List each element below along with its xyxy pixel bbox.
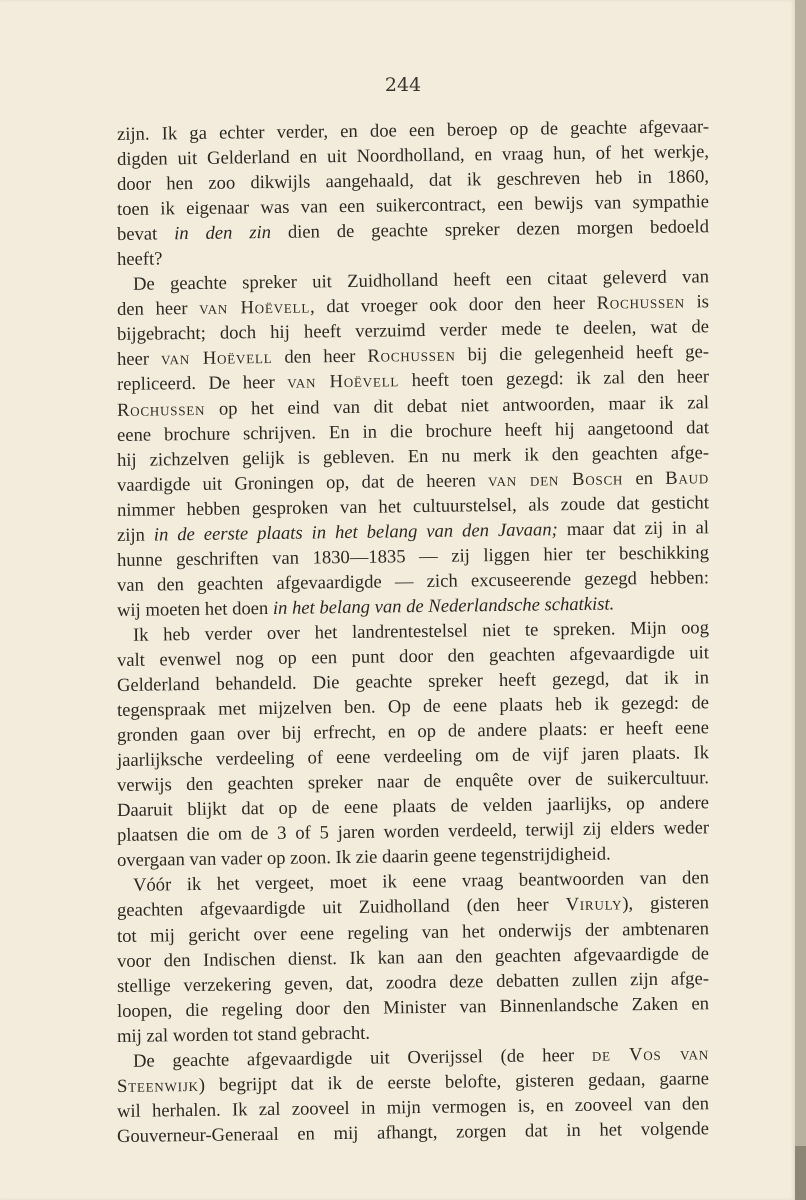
text-line: overgaan van vader op zoon. Ik zie daarin geene tegenstrijdigheid.: [116, 843, 611, 872]
text-line: loopen, die regeling door den Minister van Binnenlandsche Zaken en: [116, 992, 710, 1022]
paragraph-start-line: De geachte afgevaardigde uit Overijssel (de heer de Vos van: [132, 1042, 710, 1072]
text-line: wil herhalen. Ik zal zooveel in mijn vermogen is, en zooveel van den: [116, 1093, 710, 1122]
text-line: gronden gaan over bij erfrecht, en op de andere plaats: er heeft eene: [116, 717, 710, 747]
text-line: Steenwijk) begrijpt dat ik de eerste belofte, gisteren gedaan, gaarne: [116, 1068, 710, 1097]
body-text: [116, 116, 710, 1149]
text-line: heeft?: [116, 248, 163, 271]
text-line: tot mij gericht over eene regeling van het onderwijs der ambtenaren: [116, 917, 710, 947]
text-line: van den geachten afgevaardigde — zich excuseerende gezegd hebben:: [116, 567, 710, 596]
page-number: 244: [384, 74, 422, 96]
text-line: wij moeten het doen in het belang van de Nederlandsche schatkist.: [116, 593, 615, 621]
text-line: nimmer hebben gesproken van het cultuurstelsel, als zoude dat gesticht: [116, 491, 710, 521]
text-line: mij zal worden tot stand gebracht.: [116, 1022, 371, 1047]
person-name: Rochussen: [596, 291, 686, 315]
text-line: bevat in den zin dien de geachte spreker dezen morgen bedoeld: [116, 216, 710, 246]
text-line: den heer van Hoëvell, dat vroeger ook door den heer Rochussen is: [116, 291, 710, 321]
text-line: repliceerd. De heer van Hoëvell heeft toen gezegd: ik zal den heer: [116, 366, 710, 396]
text-line: heer van Hoëvell den heer Rochussen bij die gelegenheid heeft ge-: [116, 341, 710, 371]
text-line: verwijs den geachten spreker naar de enquête over de suikercultuur.: [116, 767, 710, 797]
text-line: toen ik eigenaar was van een suikercontract, een bewijs van sympathie: [116, 191, 710, 221]
text-line: voor den Indischen dienst. Ik kan aan den geachten afgevaardigde de: [116, 942, 710, 972]
text-line: Gouverneur-Generaal en mij afhangt, zorgen dat in het volgende: [116, 1118, 710, 1147]
text-line: valt evenwel nog op een punt door den geachten afgevaardigde uit: [116, 642, 710, 671]
text-line: hij zichzelven gelijk is gebleven. En nu merk ik den geachten afge-: [116, 441, 710, 471]
paragraph-start-line: De geachte spreker uit Zuidholland heeft een citaat geleverd van: [132, 266, 710, 296]
text-line: plaatsen die om de 3 of 5 jaren worden verdeeld, terwijl zij elders weder: [116, 817, 710, 847]
paragraph-start-line: Ik heb verder over het landrentestelsel niet te spreken. Mijn oog: [132, 617, 710, 646]
text-line: tegenspraak met mijzelven ben. Op de eene plaats heb ik gezegd: de: [116, 692, 710, 722]
text-line: zijn in de eerste plaats in het belang van den Javaan; maar dat zij in al: [116, 517, 710, 546]
text-line: stellige verzekering geven, dat, zoodra deze debatten zullen zijn afge-: [116, 967, 710, 997]
text-line: eene brochure schrijven. En in die brochure heeft hij aangetoond dat: [116, 416, 710, 446]
person-name: Viruly: [565, 893, 623, 916]
paragraph-start-line: Vóór ik het vergeet, moet ik eene vraag beantwoorden van den: [132, 867, 710, 897]
person-name: Baud: [665, 466, 710, 489]
text-line: digden uit Gelderland en uit Noordholland, en vraag hun, of het werkje,: [116, 141, 710, 171]
text-line: vaardigde uit Groningen op, dat de heeren van den Bosch en Baud: [116, 466, 710, 496]
page-fold: [795, 1146, 806, 1200]
person-name: de Vos van: [591, 1042, 710, 1066]
text-line: Gelderland behandeld. Die geachte spreker heeft gezegd, dat ik in: [116, 667, 710, 697]
text-line: bijgebracht; doch hij heeft verzuimd verder mede te deelen, wat de: [116, 316, 710, 346]
text-line: geachten afgevaardigde uit Zuidholland (den heer Viruly), gisteren: [116, 892, 710, 922]
text-line: hunne geschriften van 1830—1835 — zij liggen hier ter beschikking: [116, 542, 710, 571]
person-name: Rochussen: [367, 344, 456, 368]
person-name: van Hoëvell: [287, 370, 400, 394]
text-line: Daaruit blijkt dat op de eene plaats de velden jaarlijks, op andere: [116, 792, 710, 822]
text-line: Rochussen op het eind van dit debat niet antwoorden, maar ik zal: [116, 391, 710, 421]
person-name: van den Bosch: [487, 468, 624, 491]
person-name: Steenwijk: [116, 1074, 199, 1097]
text-line: jaarlijksche verdeeling of eene verdeeling om de vijf jaren plaats. Ik: [116, 742, 710, 772]
text-line: zijn. Ik ga echter verder, en doe een beroep op de geachte afgevaar-: [116, 116, 710, 145]
person-name: van Hoëvell: [160, 347, 273, 370]
text-line: door hen zoo dikwijls aangehaald, dat ik geschreven heb in 1860,: [116, 166, 710, 196]
page-edge: [795, 0, 806, 1200]
person-name: van Hoëvell: [199, 296, 311, 320]
person-name: Rochussen: [116, 398, 206, 421]
